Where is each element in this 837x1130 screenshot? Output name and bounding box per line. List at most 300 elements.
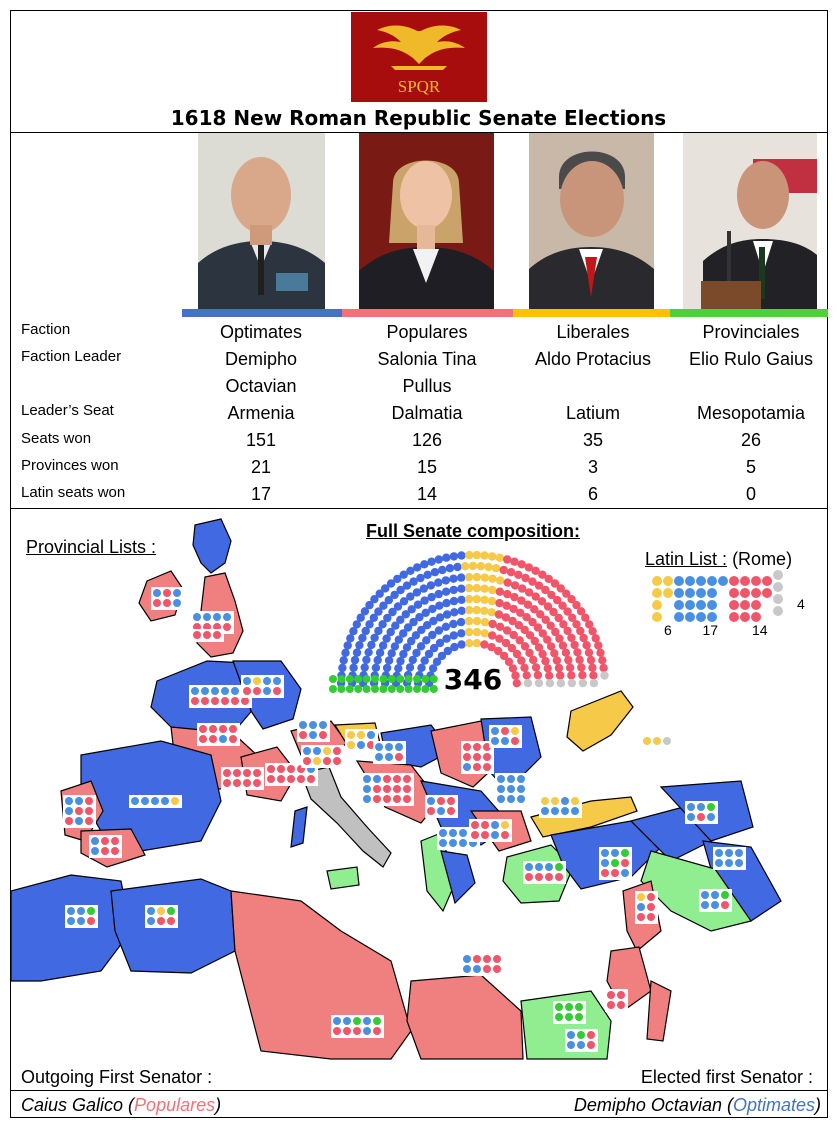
- seat-liberales: [492, 564, 500, 572]
- seat-liberales: [488, 586, 496, 594]
- seat-populares: [520, 664, 528, 672]
- province-seat: [511, 737, 519, 745]
- seat-unassigned: [568, 679, 576, 687]
- province-seat: [687, 813, 695, 821]
- label-faction: Faction: [21, 321, 71, 338]
- province-seat: [463, 965, 471, 973]
- seat-liberales: [473, 551, 481, 559]
- province-seat: [277, 775, 285, 783]
- province-seat: [715, 859, 723, 867]
- seat-populares: [541, 657, 549, 665]
- province-seat: [243, 687, 251, 695]
- seat-optimates: [438, 566, 446, 574]
- province-seat: [323, 757, 331, 765]
- latin-seat-optimates: [707, 576, 717, 586]
- latin-seat-populares: [740, 576, 750, 586]
- province-seat: [191, 697, 199, 705]
- province-seat: [75, 807, 83, 815]
- seat-optimates: [442, 554, 450, 562]
- seat-optimates: [457, 585, 465, 593]
- seat-optimates: [341, 649, 349, 657]
- seats-won: 35: [582, 430, 604, 450]
- province-seat: [707, 803, 715, 811]
- province-seat: [403, 775, 411, 783]
- province-seat: [561, 807, 569, 815]
- seat-liberales: [473, 595, 481, 603]
- latin-seat-optimates: [674, 612, 684, 622]
- province-seat: [647, 903, 655, 911]
- latin-seat-populares: [751, 576, 761, 586]
- seat-optimates: [435, 590, 443, 598]
- province-seat: [147, 907, 155, 915]
- province-seat: [483, 955, 491, 963]
- seat-optimates: [427, 581, 435, 589]
- province-seat: [75, 817, 83, 825]
- province-seat: [491, 727, 499, 735]
- province-seat: [449, 829, 457, 837]
- province-seat: [363, 1017, 371, 1025]
- province-seat: [501, 737, 509, 745]
- province-seat: [481, 821, 489, 829]
- province-seat: [473, 965, 481, 973]
- seat-populares: [488, 620, 496, 628]
- seat-populares: [511, 671, 519, 679]
- province-seat: [403, 785, 411, 793]
- seat-provinciales: [354, 685, 362, 693]
- province-seat: [111, 847, 119, 855]
- province-seat: [191, 687, 199, 695]
- seat-optimates: [449, 575, 457, 583]
- latin-rome-label: (Rome): [732, 549, 793, 569]
- seat-optimates: [457, 596, 465, 604]
- label-leader-seat: Leader’s Seat: [21, 402, 114, 419]
- province-seat: [601, 849, 609, 857]
- province-seat: [701, 891, 709, 899]
- seat-populares: [594, 641, 602, 649]
- province-seat: [85, 797, 93, 805]
- province-seat: [483, 965, 491, 973]
- seat-unassigned: [557, 679, 565, 687]
- seat-liberales: [465, 617, 473, 625]
- seat-populares: [532, 663, 540, 671]
- province-seat: [555, 863, 563, 871]
- leader-seat: Dalmatia: [391, 403, 463, 423]
- province-seat: [67, 917, 75, 925]
- province-seat: [439, 839, 447, 847]
- province-seat: [67, 907, 75, 915]
- seat-populares: [517, 656, 525, 664]
- province-seat: [223, 623, 231, 631]
- province-seat: [507, 785, 515, 793]
- province-seat: [347, 731, 355, 739]
- province-seat: [299, 721, 307, 729]
- province-seat: [131, 797, 139, 805]
- seat-provinciales: [430, 675, 438, 683]
- province-seat: [243, 779, 251, 787]
- province-seat: [219, 725, 227, 733]
- province-seat: [607, 991, 615, 999]
- latin-seats-won: 14: [416, 484, 438, 504]
- seat-optimates: [449, 620, 457, 628]
- province-seat: [201, 697, 209, 705]
- province-seat: [213, 631, 221, 639]
- seat-unassigned: [535, 679, 543, 687]
- province-seat: [575, 1013, 583, 1021]
- seat-provinciales: [379, 685, 387, 693]
- seat-optimates: [450, 608, 458, 616]
- province-seat: [473, 955, 481, 963]
- province-seat: [85, 807, 93, 815]
- seat-optimates: [372, 664, 380, 672]
- seat-optimates: [443, 610, 451, 618]
- province-seat: [353, 1017, 361, 1025]
- seat-unassigned: [546, 679, 554, 687]
- seat-liberales: [481, 629, 489, 637]
- divider-footer: [10, 1090, 828, 1091]
- province-seat: [493, 955, 501, 963]
- outgoing-senator-name: [21, 1095, 221, 1116]
- latin-seat-liberales: [652, 600, 662, 610]
- province-seat: [491, 737, 499, 745]
- province-seat: [373, 1017, 381, 1025]
- portrait-provinciales-leader: [683, 133, 817, 309]
- province-seat: [473, 743, 481, 751]
- seat-optimates: [457, 618, 465, 626]
- seat-provinciales: [413, 685, 421, 693]
- latin-seat-unassigned: [773, 582, 783, 592]
- seat-provinciales: [421, 675, 429, 683]
- seat-optimates: [385, 656, 393, 664]
- provinces-won: 3: [587, 457, 598, 477]
- province-seat: [343, 1027, 351, 1035]
- seat-provinciales: [329, 675, 337, 683]
- bar-liberales: [513, 309, 670, 317]
- province-seat: [427, 797, 435, 805]
- flag-text: SPQR: [397, 77, 441, 96]
- province-seat: [403, 795, 411, 803]
- latin-seat-populares: [740, 588, 750, 598]
- label-faction-leader: Faction Leader: [21, 348, 122, 365]
- provinces-won: 15: [416, 457, 438, 477]
- seat-liberales: [496, 576, 504, 584]
- province-seat: [497, 795, 505, 803]
- province-seat: [91, 837, 99, 845]
- elected-party: Optimates: [732, 1095, 815, 1115]
- province-seat: [439, 829, 447, 837]
- province-seat: [601, 859, 609, 867]
- seat-populares: [509, 664, 517, 672]
- latin-seat-liberales: [663, 576, 673, 586]
- leader-name-line1: Salonia Tina: [377, 349, 477, 369]
- elected-senator-name: [574, 1095, 821, 1116]
- province-seat: [447, 797, 455, 805]
- seat-provinciales: [363, 675, 371, 683]
- province-seat: [353, 1027, 361, 1035]
- province-seat: [85, 817, 93, 825]
- seats-won: 126: [411, 430, 443, 450]
- map-section: [11, 511, 827, 1066]
- province-seat: [199, 735, 207, 743]
- seat-provinciales: [337, 675, 345, 683]
- seat-liberales: [473, 628, 481, 636]
- province-seat: [385, 753, 393, 761]
- province-seat: [383, 785, 391, 793]
- province-seat: [491, 821, 499, 829]
- latin-seat-optimates: [696, 576, 706, 586]
- latin-seat-optimates: [685, 576, 695, 586]
- province-seat: [571, 807, 579, 815]
- province-seat: [373, 795, 381, 803]
- leader-name-line1: Elio Rulo Gaius: [688, 349, 814, 369]
- latin-seats-won: 17: [250, 484, 272, 504]
- province-seat: [715, 849, 723, 857]
- seat-populares: [529, 656, 537, 664]
- latin-seat-populares: [751, 588, 761, 598]
- seat-liberales: [480, 596, 488, 604]
- province-seat: [163, 589, 171, 597]
- province-seat: [173, 599, 181, 607]
- seat-populares: [585, 648, 593, 656]
- latin-seat-populares: [762, 588, 772, 598]
- seat-optimates: [340, 656, 348, 664]
- seat-optimates: [458, 607, 466, 615]
- province-seat: [611, 869, 619, 877]
- seat-populares: [573, 648, 581, 656]
- province-seat: [303, 747, 311, 755]
- seat-optimates: [374, 656, 382, 664]
- leader-seat: Armenia: [227, 403, 295, 423]
- divider-table: [10, 508, 828, 509]
- latin-list-header: [645, 549, 792, 570]
- seat-optimates: [434, 578, 442, 586]
- province-seat: [535, 873, 543, 881]
- seat-optimates: [450, 631, 458, 639]
- seat-provinciales: [363, 685, 371, 693]
- province-seat: [343, 1017, 351, 1025]
- seat-optimates: [431, 568, 439, 576]
- latin-seats-won: 0: [745, 484, 756, 504]
- province-seat: [493, 965, 501, 973]
- province-seat: [721, 901, 729, 909]
- province-seat: [541, 797, 549, 805]
- province-seat: [565, 1013, 573, 1021]
- province-seat: [571, 797, 579, 805]
- label-provinces-won: Provinces won: [21, 457, 119, 474]
- province-seat: [221, 697, 229, 705]
- province-seat: [517, 775, 525, 783]
- province-seat: [167, 917, 175, 925]
- seat-populares: [550, 649, 558, 657]
- seat-liberales: [465, 606, 473, 614]
- seat-optimates: [442, 576, 450, 584]
- seat-populares: [587, 656, 595, 664]
- province-seat: [223, 613, 231, 621]
- province-seat: [243, 769, 251, 777]
- seat-populares: [545, 672, 553, 680]
- province-seat: [697, 803, 705, 811]
- province-seat: [193, 631, 201, 639]
- provincial-lists-label: Provincial Lists :: [26, 537, 157, 557]
- province-seat: [223, 779, 231, 787]
- province-seat: [463, 753, 471, 761]
- latin-seat-populares: [751, 600, 761, 610]
- seat-populares: [599, 664, 607, 672]
- elected-senator-label: Elected first Senator :: [640, 1067, 813, 1087]
- province-seat: [333, 1027, 341, 1035]
- seat-liberales: [465, 628, 473, 636]
- seat-liberales: [496, 554, 504, 562]
- seat-provinciales: [346, 675, 354, 683]
- seat-liberales: [488, 608, 496, 616]
- seat-populares: [553, 656, 561, 664]
- province-seat: [447, 807, 455, 815]
- seat-unassigned: [579, 679, 587, 687]
- seat-optimates: [353, 648, 361, 656]
- province-seat: [449, 839, 457, 847]
- seat-unassigned: [524, 679, 532, 687]
- province-seat: [507, 775, 515, 783]
- seat-liberales: [488, 575, 496, 583]
- outgoing-senator-label: Outgoing First Senator :: [21, 1067, 213, 1087]
- bar-optimates: [182, 309, 342, 317]
- province-seat: [77, 907, 85, 915]
- province-seat: [551, 807, 559, 815]
- elected-close: ): [815, 1095, 821, 1115]
- seat-provinciales: [396, 675, 404, 683]
- province-seat: [617, 1001, 625, 1009]
- latin-seat-populares: [729, 600, 739, 610]
- seat-provinciales: [405, 685, 413, 693]
- province-seat: [363, 795, 371, 803]
- seat-liberales: [481, 618, 489, 626]
- latin-seat-populares: [729, 612, 739, 622]
- province-seat: [193, 613, 201, 621]
- latin-seat-unassigned: [773, 570, 783, 580]
- outgoing-party: Populares: [134, 1095, 216, 1115]
- latin-seat-liberales: [652, 576, 662, 586]
- province-seat: [367, 731, 375, 739]
- province-seat: [507, 795, 515, 803]
- province-seat: [637, 903, 645, 911]
- latin-seat-optimates: [674, 588, 684, 598]
- province-seat: [87, 917, 95, 925]
- seat-liberales: [488, 597, 496, 605]
- province-seat: [309, 731, 317, 739]
- seat-populares: [579, 634, 587, 642]
- province-seat: [211, 687, 219, 695]
- seat-liberales: [480, 551, 488, 559]
- latin-seat-optimates: [707, 588, 717, 598]
- province-seat: [323, 747, 331, 755]
- latin-count-label: 6: [664, 622, 672, 638]
- seat-populares: [582, 641, 590, 649]
- seat-populares: [504, 578, 512, 586]
- seat-provinciales: [354, 675, 362, 683]
- leader-name-line1: Demipho: [224, 349, 298, 369]
- province-seat: [437, 807, 445, 815]
- province-seat: [161, 797, 169, 805]
- province-seat: [199, 725, 207, 733]
- full-senate-label: Full Senate composition:: [366, 521, 581, 541]
- seat-optimates: [351, 656, 359, 664]
- province-seat: [735, 849, 743, 857]
- seats-won: 151: [245, 430, 277, 450]
- province-seat: [357, 741, 365, 749]
- province-seat: [395, 753, 403, 761]
- province-seat: [363, 785, 371, 793]
- province-seat: [211, 697, 219, 705]
- province-seat: [647, 893, 655, 901]
- seat-populares: [575, 656, 583, 664]
- seat-provinciales: [329, 685, 337, 693]
- bar-populares: [342, 309, 513, 317]
- province-seat: [621, 869, 629, 877]
- province-seat: [653, 737, 661, 745]
- seat-populares: [570, 641, 578, 649]
- province-seat: [697, 813, 705, 821]
- province-seat: [87, 907, 95, 915]
- leader-name-line2: Pullus: [402, 376, 452, 396]
- seat-populares: [534, 671, 542, 679]
- seat-populares: [598, 656, 606, 664]
- province-seat: [209, 725, 217, 733]
- seat-liberales: [477, 562, 485, 570]
- province-seat: [277, 765, 285, 773]
- seat-optimates: [450, 552, 458, 560]
- province-seat: [735, 859, 743, 867]
- province-seat: [483, 763, 491, 771]
- province-seat: [481, 831, 489, 839]
- leader-seat: Mesopotamia: [696, 403, 806, 423]
- province-seat: [231, 697, 239, 705]
- province-seat: [213, 613, 221, 621]
- province-seat: [721, 891, 729, 899]
- seat-populares: [564, 656, 572, 664]
- province-seat: [231, 687, 239, 695]
- province-seat: [157, 917, 165, 925]
- province-seat: [173, 589, 181, 597]
- latin-count-label: 14: [752, 622, 768, 638]
- seat-liberales: [473, 573, 481, 581]
- latin-seat-optimates: [685, 600, 695, 610]
- seat-optimates: [417, 664, 425, 672]
- seat-populares: [562, 649, 570, 657]
- seat-populares: [480, 640, 488, 648]
- province-seat: [483, 753, 491, 761]
- province-seat: [383, 795, 391, 803]
- province-seat: [545, 873, 553, 881]
- seat-optimates: [453, 563, 461, 571]
- seat-optimates: [457, 573, 465, 581]
- seat-optimates: [383, 664, 391, 672]
- faction-name: Optimates: [219, 322, 303, 342]
- province-seat: [91, 847, 99, 855]
- province-seat: [463, 955, 471, 963]
- latin-list-label: Latin List :: [645, 549, 728, 569]
- label-latin-seats-won: Latin seats won: [21, 484, 126, 501]
- spqr-flag: [351, 12, 487, 102]
- province-seat: [555, 1003, 563, 1011]
- province-seat: [725, 859, 733, 867]
- seat-liberales: [465, 584, 473, 592]
- seat-populares: [589, 671, 597, 679]
- latin-seat-optimates: [707, 600, 717, 610]
- province-seat: [203, 631, 211, 639]
- leader-name-line2: Octavian: [225, 376, 297, 396]
- seat-provinciales: [371, 685, 379, 693]
- latin-seat-populares: [729, 588, 739, 598]
- province-seat: [287, 765, 295, 773]
